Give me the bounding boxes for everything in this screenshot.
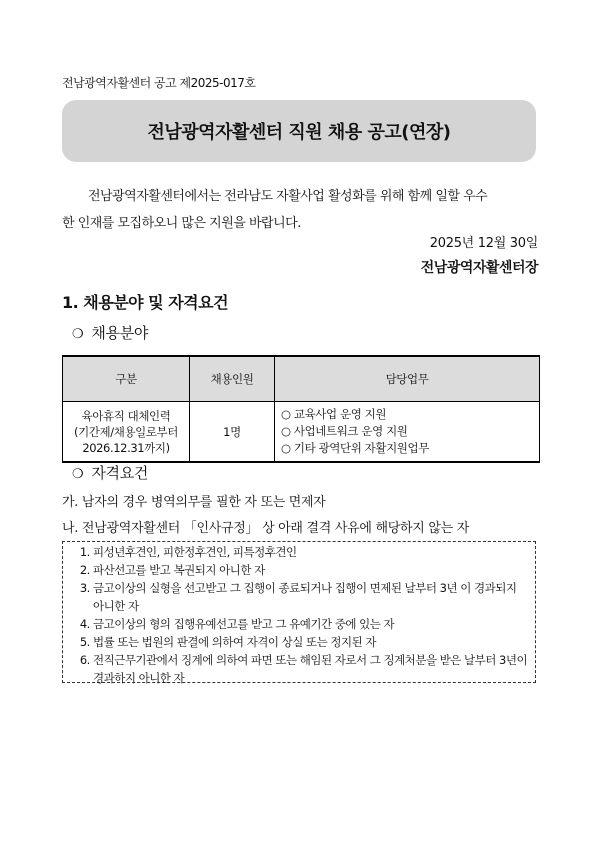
intro-line-1: 전남광역자활센터에서는 전라남도 자활사업 활성화를 위해 함께 일할 우수: [88, 189, 488, 204]
signer: 전남광역자활센터장: [420, 260, 538, 276]
disqualification-list: [67, 543, 529, 687]
header-duties: 담당업무: [275, 356, 540, 402]
qualification-b: 나. 전남광역자활센터 「인사규정」 상 아래 결격 사유에 해당하지 않는 자: [62, 521, 469, 536]
category-line: (기간제/채용일로부터: [74, 424, 178, 439]
title-banner: [62, 100, 536, 162]
disqualification-box: [62, 541, 536, 683]
category-line: 육아휴직 대체인력: [81, 408, 171, 423]
announcement-date: 2025년 12월 30일: [429, 236, 538, 251]
intro-paragraph: [62, 183, 538, 237]
list-item: 3. 금고이상의 실형을 선고받고 그 집행이 종료되거나 집행이 면제된 날부터 3년 이 경과되지 아니한 자: [93, 579, 529, 615]
duty-item: ○ 기타 광역단위 자활지원업무: [281, 441, 429, 455]
document-number: 전남광역자활센터 공고 제2025-017호: [62, 76, 256, 90]
section-heading-1: 1. 채용분야 및 자격요건: [62, 293, 229, 312]
subheading-qualifications: [72, 462, 148, 483]
list-item: 6. 전직근무기관에서 징계에 의하여 파면 또는 해임된 자로서 그 징계처분을 받은 날부터 3년이 경과하지 아니한 자: [93, 651, 529, 687]
table-row: [63, 402, 540, 463]
table-header-row: [63, 356, 540, 402]
category-line: 2026.12.31까지): [82, 440, 170, 455]
cell-headcount: 1명: [190, 402, 275, 463]
page-title: 전남광역자활센터 직원 채용 공고(연장): [147, 122, 451, 143]
duty-item: ○ 사업네트워크 운영 지원: [281, 424, 408, 438]
list-item: 1. 피성년후견인, 피한정후견인, 피특정후견인: [93, 543, 529, 561]
circle-bullet-icon: ❍: [72, 327, 84, 342]
subheading-recruit-field-label: 채용분야: [91, 324, 149, 342]
header-headcount: 채용인원: [190, 356, 275, 402]
header-category: 구분: [63, 356, 190, 402]
cell-duties: [275, 402, 540, 463]
qualification-a: 가. 남자의 경우 병역의무를 필한 자 또는 면제자: [62, 495, 326, 510]
intro-line-2: 한 인재를 모집하오니 많은 지원을 바랍니다.: [62, 216, 301, 231]
cell-category: [63, 402, 190, 463]
circle-bullet-icon: ❍: [72, 467, 84, 482]
subheading-recruit-field: [72, 322, 148, 343]
list-item: 2. 파산선고를 받고 복권되지 아니한 자: [93, 561, 529, 579]
duty-item: ○ 교육사업 운영 지원: [281, 407, 387, 421]
subheading-qualifications-label: 자격요건: [91, 464, 149, 482]
list-item: 4. 금고이상의 형의 집행유예선고를 받고 그 유예기간 중에 있는 자: [93, 615, 529, 633]
list-item: 5. 법률 또는 법원의 판결에 의하여 자격이 상실 또는 정지된 자: [93, 633, 529, 651]
recruit-table: [62, 355, 540, 463]
